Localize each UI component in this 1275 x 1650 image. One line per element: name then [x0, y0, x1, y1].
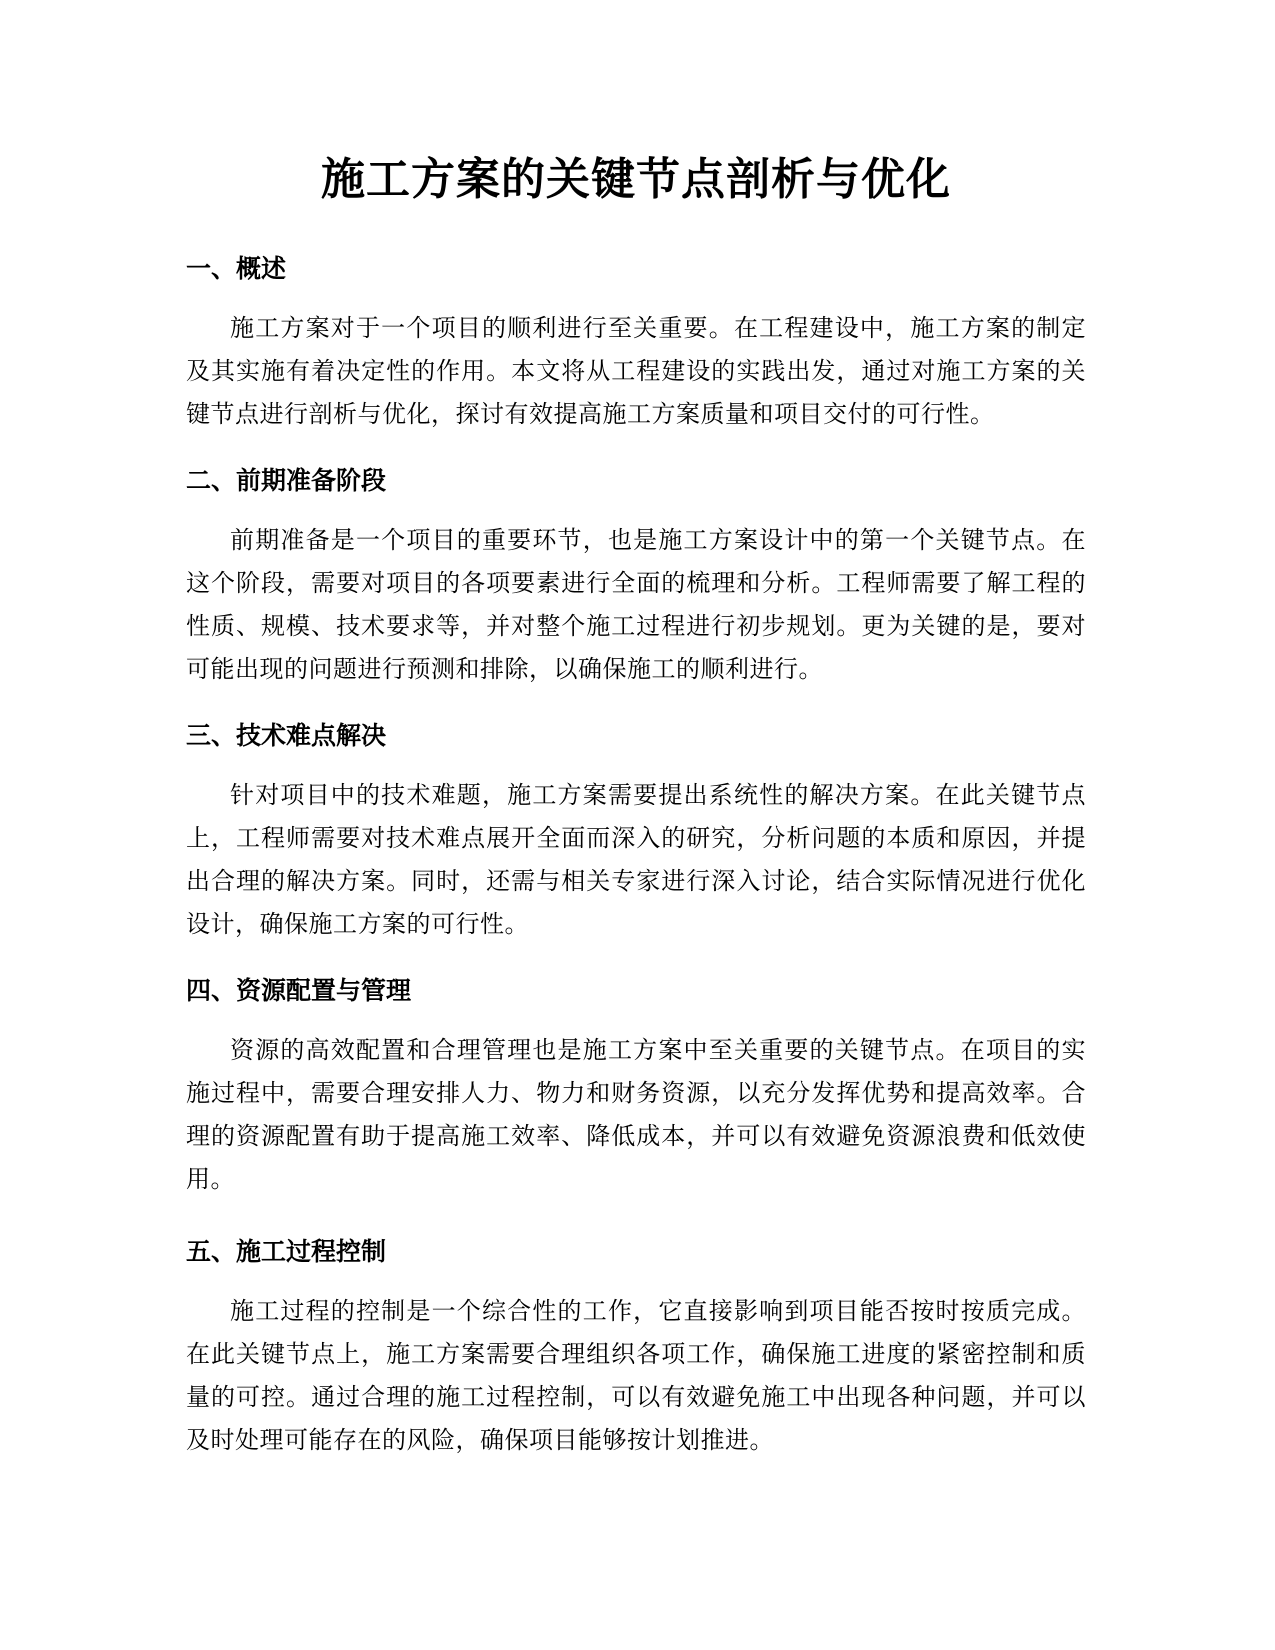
section-paragraph: 资源的高效配置和合理管理也是施工方案中至关重要的关键节点。在项目的实施过程中，需要合理安排人力、物力和财务资源，以充分发挥优势和提高效率。合理的资源配置有助于提高施工效率、降低成本，并可以有效避免资源浪费和低效使用。 [186, 1036, 1086, 1193]
document-page [186, 150, 1086, 1462]
document-title: 施工方案的关键节点剖析与优化 [321, 154, 951, 205]
section-heading: 二、前期准备阶段 [186, 466, 387, 495]
section-resource-management [186, 974, 1086, 1201]
section-heading: 三、技术难点解决 [186, 721, 387, 750]
section-paragraph: 前期准备是一个项目的重要环节，也是施工方案设计中的第一个关键节点。在这个阶段，需要对项目的各项要素进行全面的梳理和分析。工程师需要了解工程的性质、规模、技术要求等，并对整个施工过程进行初步规划。更为关键的是，要对可能出现的问题进行预测和排除，以确保施工的顺利进行。 [186, 526, 1086, 683]
section-preparation [186, 464, 1086, 691]
section-heading: 四、资源配置与管理 [186, 976, 412, 1005]
section-overview [186, 252, 1086, 436]
section-paragraph: 施工过程的控制是一个综合性的工作，它直接影响到项目能否按时按质完成。在此关键节点上，施工方案需要合理组织各项工作，确保施工进度的紧密控制和质量的可控。通过合理的施工过程控制，可以有效避免施工中出现各种问题，并可以及时处理可能存在的风险，确保项目能够按计划推进。 [186, 1297, 1086, 1454]
section-paragraph: 针对项目中的技术难题，施工方案需要提出系统性的解决方案。在此关键节点上，工程师需要对技术难点展开全面而深入的研究，分析问题的本质和原因，并提出合理的解决方案。同时，还需与相关专家进行深入讨论，结合实际情况进行优化设计，确保施工方案的可行性。 [186, 781, 1086, 938]
section-process-control [186, 1235, 1086, 1462]
section-heading: 一、概述 [186, 254, 287, 283]
section-technical-difficulties [186, 719, 1086, 946]
section-heading: 五、施工过程控制 [186, 1237, 387, 1266]
section-paragraph: 施工方案对于一个项目的顺利进行至关重要。在工程建设中，施工方案的制定及其实施有着决定性的作用。本文将从工程建设的实践出发，通过对施工方案的关键节点进行剖析与优化，探讨有效提高施工方案质量和项目交付的可行性。 [186, 314, 1086, 428]
